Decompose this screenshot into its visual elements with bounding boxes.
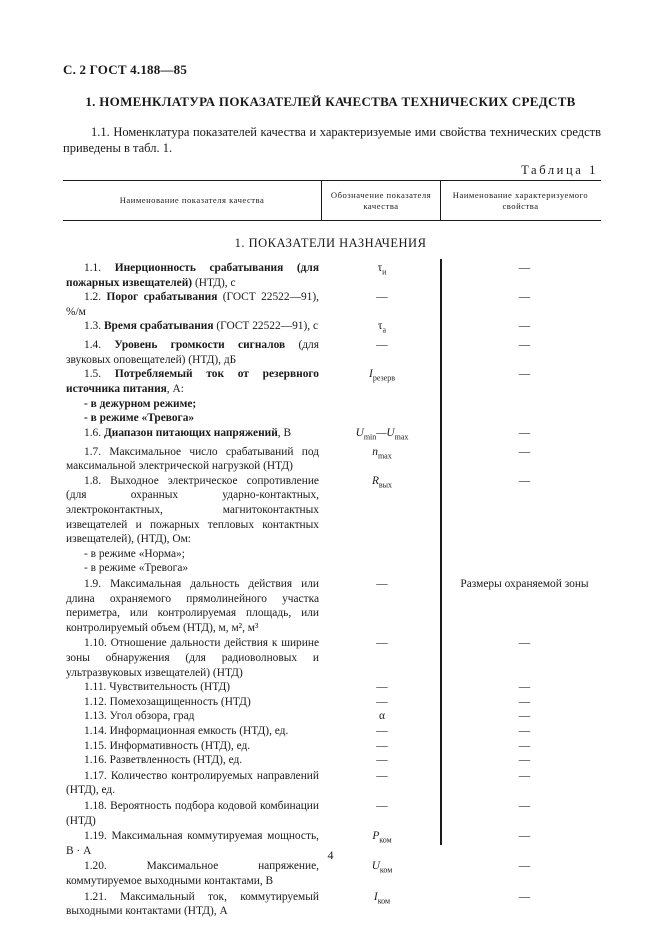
- cell-property: —: [518, 474, 531, 487]
- row-name-text: Вероятность подбора кодовой комбинации (НТД): [66, 799, 319, 827]
- cell-symbol: [322, 547, 442, 562]
- table-row: [66, 753, 604, 768]
- cell-name: [66, 695, 319, 710]
- table-row: [66, 859, 604, 888]
- table-row: [66, 680, 604, 695]
- row-name-bold: Время срабатывания: [103, 320, 214, 333]
- row-number: 1.7.: [84, 445, 102, 458]
- cell-property: —: [518, 320, 531, 333]
- cell-property: —: [518, 445, 531, 458]
- row-number: 1.21.: [84, 890, 107, 903]
- table-row: [66, 426, 604, 445]
- symbol-subscript: max: [377, 450, 392, 460]
- row-number: 1.14.: [84, 724, 107, 737]
- row-name-text: Отношение дальности действия к ширине зоны обнаружения (для радиоволновых и ультразвуковых извещателей) (НТД): [66, 637, 320, 679]
- cell-name: [66, 338, 319, 367]
- symbol-text: I: [373, 890, 378, 903]
- symbol-text: α: [379, 710, 385, 723]
- table-row: [66, 261, 604, 290]
- symbol-text: —: [376, 637, 388, 650]
- symbol-text: P: [372, 830, 380, 843]
- row-name-text: Разветвленность (НТД), ед.: [109, 754, 243, 767]
- cell-name: [66, 859, 319, 888]
- cell-symbol: [322, 474, 442, 547]
- group-title: 1. ПОКАЗАТЕЛИ НАЗНАЧЕНИЯ: [234, 236, 427, 250]
- row-name-text: Информативность (НТД), ед.: [109, 739, 251, 752]
- table-row: [66, 561, 604, 576]
- table-row: [66, 739, 604, 754]
- row-number: 1.6.: [84, 426, 102, 439]
- cell-name: [66, 319, 319, 338]
- symbol-text: —: [376, 578, 388, 591]
- row-name-text: Выходное электрическое сопротивление (для охранных ударно-контактных, электроконтактных, магнитоконтактных извещателей и пожарных тепловых контактных извещателей), (НТД), Ом:: [66, 474, 319, 546]
- column-header-property: Наименование характеризуемого свойства: [452, 189, 589, 211]
- column-header-symbol: Обозначение показателя качества: [321, 181, 441, 220]
- cell-name: [66, 769, 319, 798]
- cell-name: [66, 261, 319, 290]
- symbol-text: —: [376, 724, 388, 737]
- row-name-text: (ГОСТ 22522—91), %/м: [66, 291, 319, 318]
- table-row: [66, 319, 604, 338]
- page-header: С. 2 ГОСТ 4.188—85: [63, 62, 188, 77]
- cell-name: [66, 799, 319, 828]
- cell-name: [66, 426, 319, 445]
- row-name-bold: Потребляемый ток от резервного источника питания: [66, 368, 319, 396]
- table-row: [66, 709, 604, 724]
- intro-paragraph: 1.1. Номенклатура показателей качества и характеризуемые ими свойства технических средств приведены в табл. 1.: [63, 125, 601, 155]
- cell-name: [66, 890, 319, 919]
- row-name-text: , А:: [166, 383, 184, 396]
- cell-property: —: [518, 860, 531, 873]
- table-row: [66, 695, 604, 710]
- row-name-text: , В: [277, 426, 292, 439]
- symbol-text: U: [371, 860, 380, 873]
- table-body: [66, 261, 604, 919]
- cell-symbol: [322, 636, 442, 680]
- row-name-text: Помехозащищенность (НТД): [109, 695, 251, 708]
- table-row: [66, 474, 604, 547]
- symbol-subscript-2: max: [394, 432, 409, 442]
- cell-property: —: [518, 890, 531, 903]
- cell-symbol: [322, 739, 442, 754]
- row-number: 1.18.: [84, 799, 107, 812]
- row-name-text: (ГОСТ 22522—91), с: [213, 320, 319, 333]
- table-row: [66, 338, 604, 367]
- cell-symbol: [322, 890, 442, 919]
- cell-symbol: [322, 290, 442, 319]
- row-name-text: Информационная емкость (НТД), ед.: [109, 724, 289, 737]
- row-name-text: (для звуковых оповещателей) (НТД), дБ: [66, 339, 319, 366]
- cell-symbol: [322, 411, 442, 426]
- symbol-text: n: [372, 445, 378, 458]
- cell-name: [66, 739, 319, 754]
- row-number: 1.16.: [84, 754, 107, 767]
- symbol-text: —: [376, 695, 388, 708]
- row-name-text: Максимальная дальность действия или длина охраняемого прямолинейного участка периметра, или контролируемая площадь, или контролируемый объем (НТД), м, м², м³: [66, 578, 319, 634]
- symbol-subscript: а: [382, 325, 387, 335]
- row-number: 1.2.: [84, 291, 102, 304]
- row-number: 1.20.: [84, 860, 107, 873]
- table-row: [66, 577, 604, 635]
- row-number: 1.1.: [84, 262, 102, 274]
- cell-symbol: [322, 367, 442, 396]
- symbol-text: —: [376, 754, 388, 767]
- cell-symbol: [322, 426, 442, 445]
- row-number: 1.13.: [84, 710, 107, 723]
- cell-symbol: [322, 338, 442, 367]
- cell-symbol: [322, 859, 442, 888]
- symbol-subscript: ком: [377, 895, 391, 905]
- cell-symbol: [322, 769, 442, 798]
- cell-name: [66, 724, 319, 739]
- cell-name: [66, 411, 319, 426]
- symbol-subscript: min: [363, 432, 377, 442]
- table-row: [66, 799, 604, 828]
- cell-name: [66, 290, 319, 319]
- cell-property: —: [518, 830, 531, 843]
- symbol-text: τ: [377, 262, 383, 274]
- cell-name: [66, 474, 319, 547]
- cell-symbol: [322, 319, 442, 338]
- table-row: [66, 724, 604, 739]
- column-header-name: Наименование показателя качества: [119, 195, 265, 205]
- cell-name: [66, 561, 319, 576]
- cell-property: [445, 561, 604, 576]
- row-number: 1.4.: [84, 339, 102, 352]
- row-number: 1.9.: [84, 578, 102, 591]
- symbol-text: —: [376, 799, 388, 812]
- table-row: [66, 890, 604, 919]
- symbol-text: —: [376, 739, 388, 752]
- cell-property: —: [518, 724, 531, 737]
- cell-name: [66, 709, 319, 724]
- row-name-bold: Диапазон питающих напряжений: [103, 426, 278, 439]
- table-row: [66, 367, 604, 396]
- symbol-text: —: [376, 769, 388, 782]
- section-title: 1. НОМЕНКЛАТУРА ПОКАЗАТЕЛЕЙ КАЧЕСТВА ТЕХНИЧЕСКИХ СРЕДСТВ: [85, 94, 576, 109]
- symbol-text: —: [376, 339, 388, 352]
- table-row: [66, 290, 604, 319]
- cell-property: —: [518, 769, 531, 782]
- cell-name: [66, 577, 319, 635]
- cell-name: [66, 445, 319, 474]
- table-header: [63, 180, 601, 221]
- row-name-text: - в режиме «Норма»;: [84, 547, 185, 560]
- cell-property: —: [518, 262, 531, 274]
- cell-property: —: [518, 681, 531, 694]
- symbol-text: I: [369, 368, 373, 381]
- cell-name: [66, 680, 319, 695]
- table-row: [66, 636, 604, 680]
- cell-property: —: [518, 637, 531, 650]
- cell-symbol: [322, 799, 442, 828]
- cell-symbol: [322, 445, 442, 474]
- row-name-text: - в режиме «Тревога»: [84, 562, 189, 575]
- table-row: [66, 547, 604, 562]
- cell-property: [445, 397, 604, 412]
- row-name-bold: - в дежурном режиме;: [84, 397, 197, 410]
- row-number: 1.3.: [84, 320, 102, 333]
- symbol-text: U: [355, 426, 364, 439]
- cell-name: [66, 547, 319, 562]
- cell-symbol: [322, 577, 442, 635]
- cell-symbol: [322, 680, 442, 695]
- symbol-subscript: ком: [379, 865, 393, 875]
- row-name-text: Количество контролируемых направлений (НТД), ед.: [66, 769, 319, 797]
- cell-property: Размеры охраняемой зоны: [460, 578, 589, 591]
- symbol-text: —: [376, 681, 388, 694]
- row-name-text: Максимальное напряжение, коммутируемое выходными контактами, В: [66, 860, 319, 887]
- cell-name: [66, 397, 319, 412]
- row-number: 1.5.: [84, 368, 102, 381]
- row-name-bold: Уровень громкости сигналов: [114, 339, 286, 352]
- symbol-text: R: [371, 474, 379, 487]
- symbol-text: τ: [377, 320, 383, 333]
- cell-symbol: [322, 561, 442, 576]
- cell-property: —: [518, 710, 531, 723]
- symbol-subscript: и: [382, 267, 387, 277]
- cell-property: —: [518, 799, 531, 812]
- cell-property: —: [518, 339, 531, 352]
- row-number: 1.11.: [84, 681, 107, 694]
- cell-property: —: [518, 739, 531, 752]
- page-number: 4: [327, 848, 334, 862]
- row-number: 1.19.: [84, 830, 107, 843]
- cell-property: [445, 411, 604, 426]
- row-number: 1.10.: [84, 637, 107, 650]
- cell-symbol: [322, 709, 442, 724]
- cell-property: —: [518, 368, 531, 381]
- table-row: [66, 397, 604, 412]
- cell-symbol: [322, 261, 442, 290]
- cell-property: —: [518, 695, 531, 708]
- cell-symbol: [322, 724, 442, 739]
- row-name-text: Максимальное число срабатываний под максимальной электрической нагрузкой (НТД): [66, 445, 319, 473]
- cell-name: [66, 367, 319, 396]
- symbol-subscript: вых: [378, 480, 393, 490]
- row-number: 1.8.: [84, 474, 102, 487]
- row-name-text: Чувствительность (НТД): [109, 681, 231, 694]
- symbol-text-2: —U: [376, 426, 395, 439]
- row-number: 1.17.: [84, 769, 107, 782]
- cell-property: —: [518, 426, 531, 439]
- row-name-text: (НТД), с: [192, 276, 236, 289]
- cell-symbol: [322, 397, 442, 412]
- cell-property: [445, 547, 604, 562]
- symbol-subscript: ком: [379, 835, 392, 845]
- row-name-bold: Порог срабатывания: [106, 291, 218, 304]
- symbol-subscript: резерв: [372, 373, 395, 383]
- table-caption: Таблица 1: [521, 163, 598, 177]
- row-number: 1.12.: [84, 695, 107, 708]
- cell-name: [66, 753, 319, 768]
- row-number: 1.15.: [84, 739, 107, 752]
- row-name-bold: - в режиме «Тревога»: [84, 412, 195, 425]
- row-name-text: Максимальная коммутируемая мощность, В · А: [66, 830, 319, 857]
- cell-property: —: [518, 291, 531, 304]
- symbol-text: —: [376, 291, 388, 304]
- table-row: [66, 445, 604, 474]
- cell-property: —: [518, 754, 531, 767]
- row-name-text: Угол обзора, град: [109, 710, 195, 723]
- row-name-bold: Инерционность срабатывания (для пожарных извещателей): [66, 262, 319, 289]
- table-row: [66, 411, 604, 426]
- cell-name: [66, 636, 319, 680]
- cell-symbol: [322, 695, 442, 710]
- cell-symbol: [322, 753, 442, 768]
- row-name-text: Максимальный ток, коммутируемый выходными контактами (НТД), А: [66, 890, 319, 918]
- table-row: [66, 769, 604, 798]
